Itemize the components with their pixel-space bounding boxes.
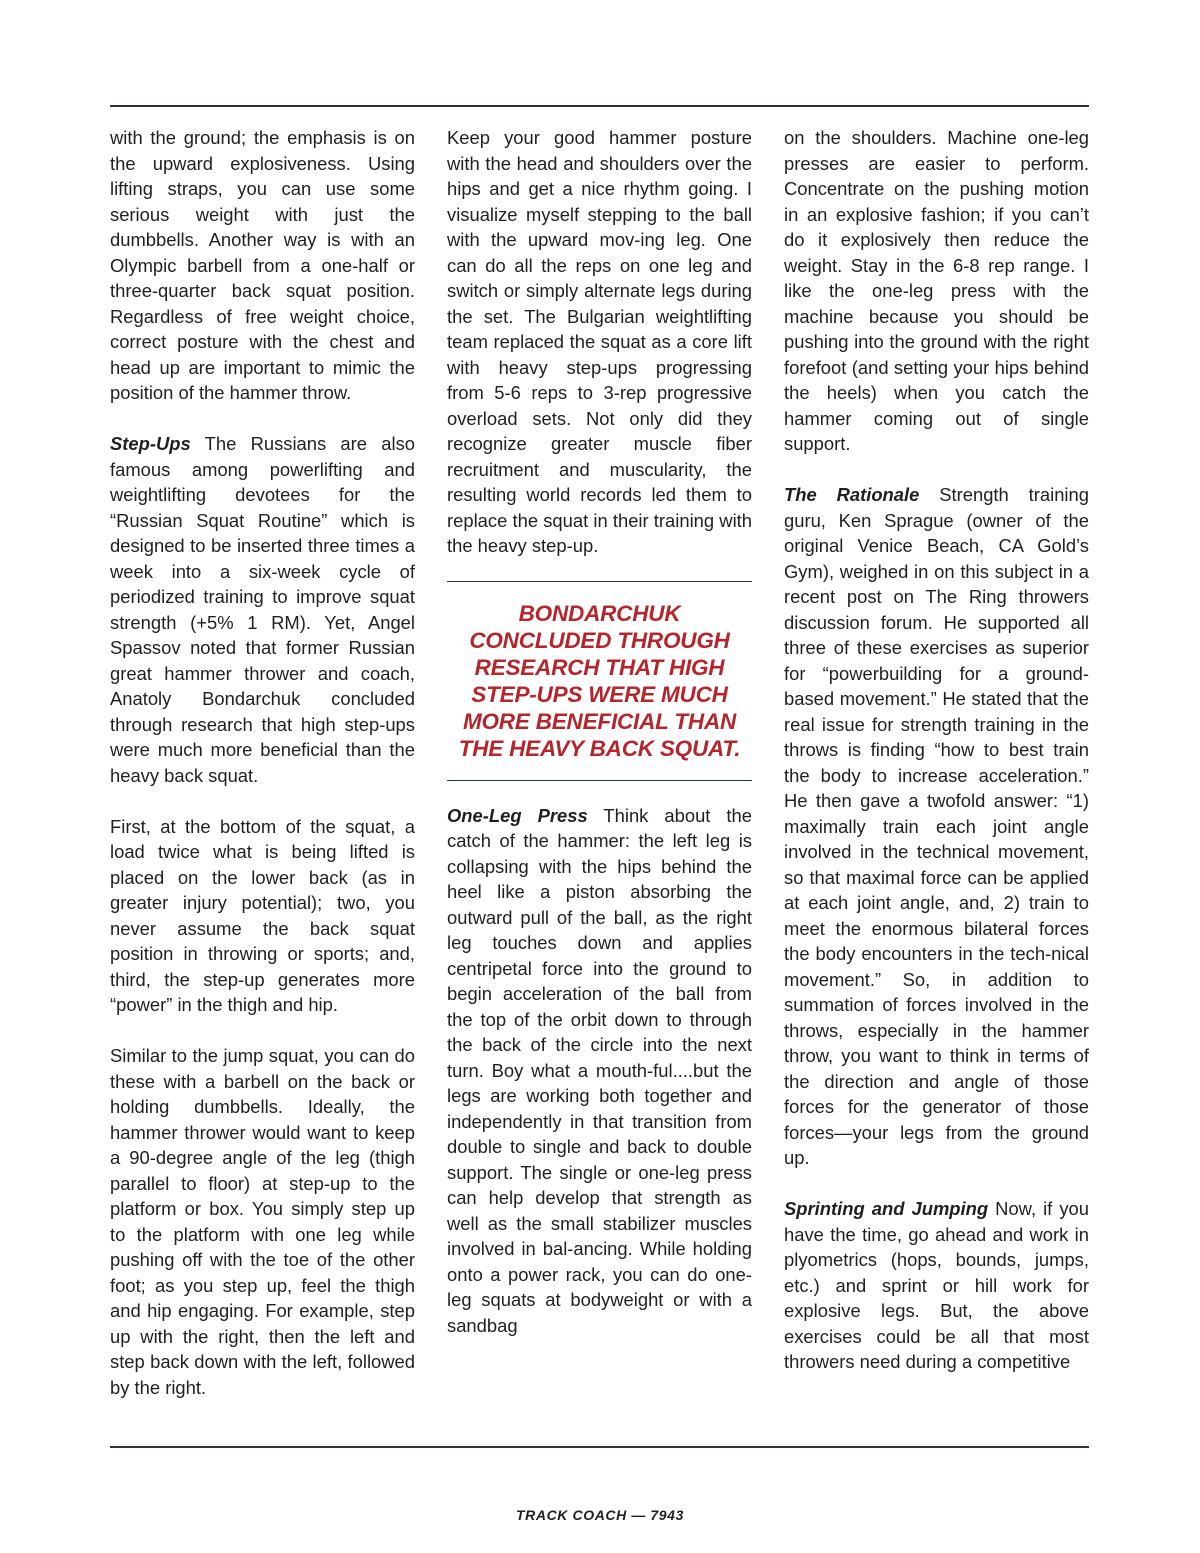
col3-paragraph-rationale bbox=[784, 482, 1089, 1171]
rationale-heading: The Rationale bbox=[784, 484, 920, 505]
one-leg-press-body: Think about the catch of the hammer: the left leg is collapsing with the hips behind the heel like a piston absorbing the outward pull of the ball, as the right leg touches down and applies centripetal force into the ground to begin acceleration of the ball from the top of the orbit down to through the back of the circle into the next turn. Boy what a mouth-ful....but the legs are working both together and independently in that transition from double to single and back to double support. The single or one-leg press can help develop that strength as well as the small stabilizer muscles involved in bal-ancing. While holding onto a power rack, you can do one-leg squats at bodyweight or with a sandbag bbox=[447, 804, 752, 1336]
col2-paragraph-one-leg-press bbox=[447, 803, 752, 1339]
column-3 bbox=[784, 125, 1089, 1375]
bottom-rule bbox=[110, 1446, 1089, 1448]
col1-paragraph-step-ups bbox=[110, 431, 415, 788]
page-footer: TRACK COACH — 7943 bbox=[516, 1507, 684, 1523]
top-rule bbox=[110, 105, 1089, 107]
step-ups-heading: Step-Ups bbox=[110, 433, 191, 454]
col1-paragraph-3: First, at the bottom of the squat, a load twice what is being lifted is placed on the lower back (as in greater injury potential); two, you never assume the back squat position in throwing or sports; and, third, the step-up generates more “power” in the thigh and hip. bbox=[110, 815, 415, 1015]
pull-quote bbox=[447, 581, 752, 781]
rationale-body: Strength training guru, Ken Sprague (owner of the original Venice Beach, CA Gold’s Gym), weighed in on this subject in a recent post on The Ring throwers discussion forum. He supported all three of these exercises as superior for “powerbuilding for a ground-based movement.” He stated that the real issue for strength training in the throws is finding “how to best train the body to increase acceleration.” He then gave a twofold answer: “1) maximally train each joint angle involved in the technical movement, so that maximal force can be applied at each joint angle, and, 2) train to meet the enormous bilateral forces the body encounters in the tech-nical movement.” So, in addition to summation of forces involved in the throws, especially in the hammer throw, you want to think in terms of the direction and angle of those forces for the generator of those forces—your legs from the ground up. bbox=[784, 484, 1089, 1168]
col3-paragraph-1: on the shoulders. Machine one-leg presses are easier to perform. Concentrate on the pushing motion in an explosive fashion; if you can’t do it explosively then reduce the weight. Stay in the 6-8 rep range. I like the one-leg press with the machine because you should be pushing into the ground with the right forefoot (and setting your hips behind the heels) when you catch the hammer coming out of single support. bbox=[784, 127, 1089, 454]
one-leg-press-heading: One-Leg Press bbox=[447, 804, 588, 826]
col3-paragraph-sprinting bbox=[784, 1196, 1089, 1375]
column-1 bbox=[110, 125, 415, 1400]
col1-paragraph-1: with the ground; the emphasis is on the upward explosiveness. Using lifting straps, you can use some serious weight with just the dumbbells. Another way is with an Olympic barbell from a one-half or three-quarter back squat position. Regardless of free weight choice, correct posture with the chest and head up are important to mimic the position of the hammer throw. bbox=[110, 127, 415, 403]
column-2 bbox=[447, 125, 752, 1338]
pull-quote-text: BONDARCHUK CONCLUDED THROUGH RESEARCH THAT HIGH STEP-UPS WERE MUCH MORE BENEFICIAL THAN THE HEAVY BACK SQUAT. bbox=[458, 600, 741, 761]
col2-paragraph-1: Keep your good hammer posture with the head and shoulders over the hips and get a nice rhythm going. I visualize myself stepping to the ball with the upward mov-ing leg. One can do all the reps on one leg and switch or simply alternate legs during the set. The Bulgarian weightlifting team replaced the squat as a core lift with heavy step-ups progressing from 5-6 reps to 3-rep progressive overload sets. Not only did they recognize greater muscle fiber recruitment and muscularity, the resulting world records led them to replace the squat in their training with the heavy step-up. bbox=[447, 127, 752, 556]
step-ups-body: The Russians are also famous among powerlifting and weightlifting devotees for the “Russian Squat Routine” which is designed to be inserted three times a week into a six-week cycle of periodized training to improve squat strength (+5% 1 RM). Yet, Angel Spassov noted that former Russian great hammer thrower and coach, Anatoly Bondarchuk concluded through research that high step-ups were much more beneficial than the heavy back squat. bbox=[110, 433, 415, 786]
col1-paragraph-4: Similar to the jump squat, you can do these with a barbell on the back or holding dumbbells. Ideally, the hammer thrower would want to keep a 90-degree angle of the leg (thigh parallel to floor) at step-up to the platform or box. You simply step up to the platform with one leg while pushing off with the toe of the other foot; as you step up, feel the thigh and hip engaging. For example, step up with the right, then the left and step back down with the left, followed by the right. bbox=[110, 1045, 415, 1398]
sprinting-heading: Sprinting and Jumping bbox=[784, 1198, 989, 1219]
sprinting-body: Now, if you have the time, go ahead and work in plyometrics (hops, bounds, jumps, etc.) and sprint or hill work for explosive legs. But, the above exercises could be all that most throwers need during a competitive bbox=[784, 1198, 1089, 1372]
